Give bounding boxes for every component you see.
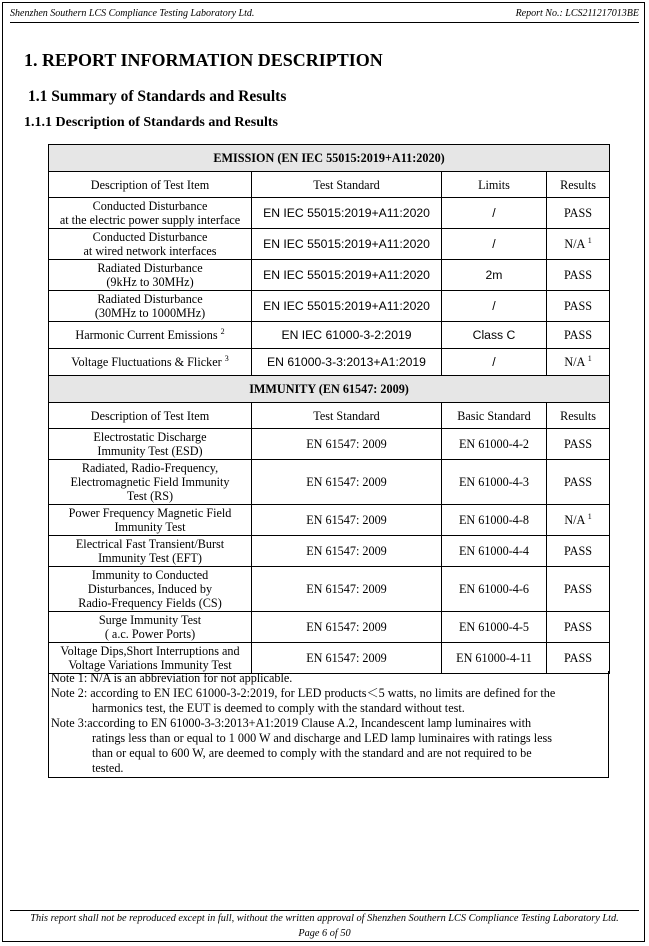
footer-disclaimer: This report shall not be reproduced except in full, without the written approval of Shenzhen Southern LCS Compliance Testing Laboratory Ltd.: [30, 913, 619, 924]
result-cell: N/A $^1$: [547, 505, 610, 536]
limit-cell: Class C: [442, 322, 547, 349]
standards-results-table: [48, 144, 610, 674]
basic-standard-cell: EN 61000-4-6: [442, 567, 547, 612]
footnote-marker: 1: [587, 511, 592, 521]
basic-standard-cell: EN 61000-4-2: [442, 429, 547, 460]
test-item-cell: Electrostatic Discharge Immunity Test (ESD): [49, 429, 252, 460]
note-first-line: Note 2: according to EN IEC 61000-3-2:2019, for LED products＜5 watts, no limits are defined for the: [51, 686, 556, 700]
result-cell: PASS: [547, 460, 610, 505]
emission-row: [49, 229, 610, 260]
test-item-cell: Harmonic Current Emissions $^2$: [49, 322, 252, 349]
note-continuation-line: tested.: [92, 761, 124, 775]
limit-cell: /: [442, 291, 547, 322]
test-item-cell: Immunity to Conducted Disturbances, Induced by Radio-Frequency Fields (CS): [49, 567, 252, 612]
immunity-row: [49, 429, 610, 460]
test-item-cell: Radiated Disturbance (30MHz to 1000MHz): [49, 291, 252, 322]
result-cell: PASS: [547, 567, 610, 612]
immunity-row: [49, 567, 610, 612]
test-standard-cell: EN IEC 55015:2019+A11:2020: [252, 229, 442, 260]
test-standard-cell: EN 61547: 2009: [252, 536, 442, 567]
immunity-column-header: Test Standard: [252, 403, 442, 429]
test-standard-cell: EN IEC 55015:2019+A11:2020: [252, 198, 442, 229]
emission-column-header-row: [49, 172, 610, 198]
test-standard-cell: EN 61000-3-3:2013+A1:2019: [252, 349, 442, 376]
note-2: [51, 686, 606, 716]
result-cell: PASS: [547, 612, 610, 643]
footnote-marker: 1: [587, 353, 592, 363]
emission-section-title-row: [49, 145, 610, 172]
footnote-marker: 3: [224, 353, 229, 363]
limit-cell: /: [442, 349, 547, 376]
immunity-column-header-row: [49, 403, 610, 429]
test-item-cell: Voltage Dips,Short Interruptions and Voltage Variations Immunity Test: [49, 643, 252, 674]
limit-cell: /: [442, 229, 547, 260]
test-item-cell: Conducted Disturbance at wired network interfaces: [49, 229, 252, 260]
test-item-cell: Power Frequency Magnetic Field Immunity Test: [49, 505, 252, 536]
limit-cell: 2m: [442, 260, 547, 291]
immunity-row: [49, 536, 610, 567]
basic-standard-cell: EN 61000-4-11: [442, 643, 547, 674]
immunity-row: [49, 612, 610, 643]
test-item-cell: Electrical Fast Transient/Burst Immunity Test (EFT): [49, 536, 252, 567]
footnote-marker: 1: [587, 235, 592, 245]
emission-row: [49, 198, 610, 229]
emission-row: [49, 291, 610, 322]
immunity-column-header: Basic Standard: [442, 403, 547, 429]
footnote-marker: 2: [220, 326, 225, 336]
test-item-cell: Radiated, Radio-Frequency, Electromagnetic Field Immunity Test (RS): [49, 460, 252, 505]
note-continuation-line: harmonics test, the EUT is deemed to comply with the standard without test.: [92, 701, 465, 715]
result-cell: N/A $^1$: [547, 349, 610, 376]
result-cell: PASS: [547, 291, 610, 322]
footer-page-number: Page 6 of 50: [298, 928, 351, 939]
limit-cell: /: [442, 198, 547, 229]
basic-standard-cell: EN 61000-4-4: [442, 536, 547, 567]
test-item-cell: Voltage Fluctuations & Flicker $^3$: [49, 349, 252, 376]
test-standard-cell: EN IEC 55015:2019+A11:2020: [252, 291, 442, 322]
header-report-number: Report No.: LCS211217013BE: [515, 8, 639, 19]
immunity-row: [49, 643, 610, 674]
test-standard-cell: EN 61547: 2009: [252, 643, 442, 674]
page-footer: [10, 910, 639, 941]
test-standard-cell: EN IEC 55015:2019+A11:2020: [252, 260, 442, 291]
test-standard-cell: EN IEC 61000-3-2:2019: [252, 322, 442, 349]
test-standard-cell: EN 61547: 2009: [252, 460, 442, 505]
result-cell: PASS: [547, 643, 610, 674]
emission-column-header: Limits: [442, 172, 547, 198]
page-header: [10, 8, 639, 23]
immunity-section-title: IMMUNITY (EN 61547: 2009): [49, 376, 610, 403]
test-standard-cell: EN 61547: 2009: [252, 429, 442, 460]
emission-row: [49, 349, 610, 376]
note-continuation-line: than or equal to 600 W, are deemed to comply with the standard and are not required to be: [92, 746, 532, 760]
test-standard-cell: EN 61547: 2009: [252, 505, 442, 536]
notes-box: [48, 671, 609, 778]
note-first-line: Note 3:according to EN 61000-3-3:2013+A1:2019 Clause A.2, Incandescent lamp luminaires with: [51, 716, 532, 730]
immunity-column-header: Description of Test Item: [49, 403, 252, 429]
result-cell: PASS: [547, 260, 610, 291]
basic-standard-cell: EN 61000-4-8: [442, 505, 547, 536]
test-standard-cell: EN 61547: 2009: [252, 567, 442, 612]
note-first-line: Note 1: N/A is an abbreviation for not applicable.: [51, 671, 293, 685]
result-cell: PASS: [547, 322, 610, 349]
result-cell: N/A $^1$: [547, 229, 610, 260]
immunity-column-header: Results: [547, 403, 610, 429]
emission-row: [49, 260, 610, 291]
note-3: [51, 716, 606, 776]
note-1: [51, 671, 606, 686]
emission-row: [49, 322, 610, 349]
test-item-cell: Radiated Disturbance (9kHz to 30MHz): [49, 260, 252, 291]
result-cell: PASS: [547, 429, 610, 460]
result-cell: PASS: [547, 536, 610, 567]
emission-column-header: Results: [547, 172, 610, 198]
section-heading-1-1-1: 1.1.1 Description of Standards and Results: [24, 115, 278, 130]
emission-column-header: Description of Test Item: [49, 172, 252, 198]
immunity-row: [49, 460, 610, 505]
emission-column-header: Test Standard: [252, 172, 442, 198]
test-item-cell: Conducted Disturbance at the electric power supply interface: [49, 198, 252, 229]
header-lab-name: Shenzhen Southern LCS Compliance Testing Laboratory Ltd.: [10, 8, 255, 19]
result-cell: PASS: [547, 198, 610, 229]
section-heading-1: 1. REPORT INFORMATION DESCRIPTION: [24, 50, 383, 70]
test-item-cell: Surge Immunity Test ( a.c. Power Ports): [49, 612, 252, 643]
emission-section-title: EMISSION (EN IEC 55015:2019+A11:2020): [49, 145, 610, 172]
basic-standard-cell: EN 61000-4-5: [442, 612, 547, 643]
test-standard-cell: EN 61547: 2009: [252, 612, 442, 643]
immunity-row: [49, 505, 610, 536]
section-heading-1-1: 1.1 Summary of Standards and Results: [28, 88, 287, 105]
basic-standard-cell: EN 61000-4-3: [442, 460, 547, 505]
immunity-section-title-row: [49, 376, 610, 403]
note-continuation-line: ratings less than or equal to 1 000 W and discharge and LED lamp luminaires with ratings less: [92, 731, 552, 745]
